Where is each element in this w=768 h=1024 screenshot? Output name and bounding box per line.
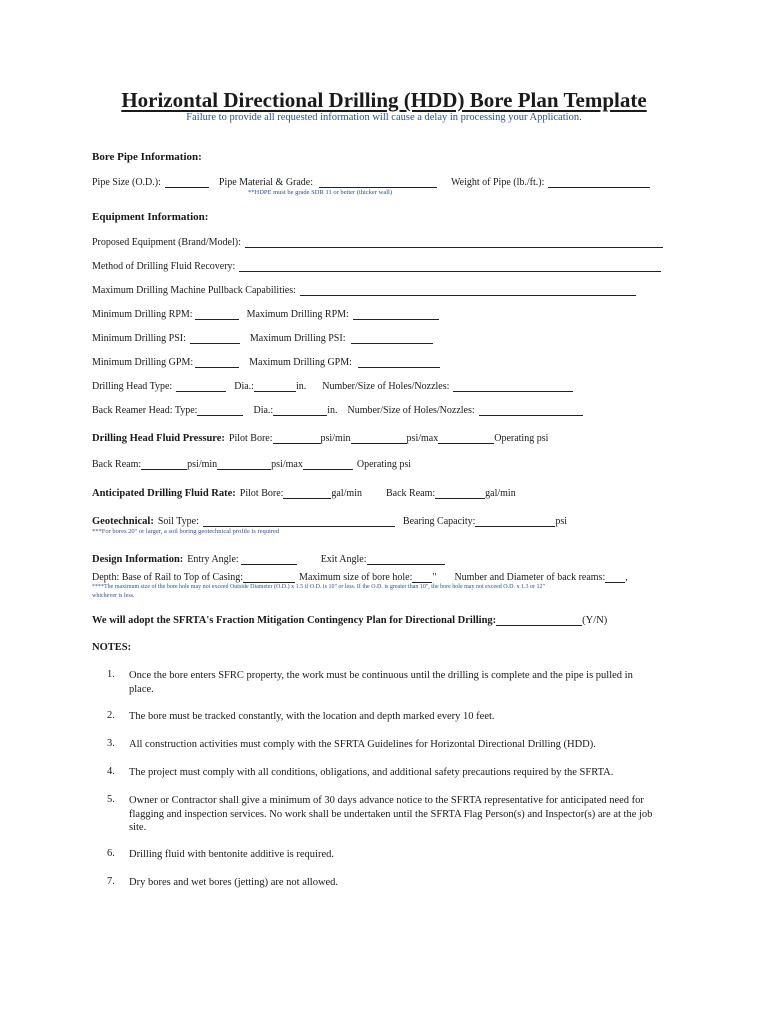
pipe-size-label: Pipe Size (O.D.):: [92, 177, 161, 188]
max-bore-quote: ": [432, 572, 437, 583]
fluid-pressure-row: [92, 432, 548, 444]
min-rpm-field[interactable]: [195, 308, 239, 320]
reamer-holes-field[interactable]: [479, 404, 583, 416]
depth-row: [92, 571, 628, 583]
reamer-holes-label: Number/Size of Holes/Nozzles:: [347, 405, 475, 416]
hdpe-note: **HDPE must be grade SDR 11 or better (thicker wall): [248, 189, 392, 196]
pipe-weight-field[interactable]: [548, 176, 650, 188]
proposed-equipment-field[interactable]: [245, 236, 663, 248]
fp-psi-min2-label: psi/min: [187, 459, 218, 470]
back-reams-field[interactable]: [605, 571, 625, 583]
back-reams-label: Number and Diameter of back reams:: [454, 572, 606, 583]
max-rpm-field[interactable]: [353, 308, 439, 320]
fp-operating-label: Operating psi: [494, 433, 549, 444]
note-5-text: Owner or Contractor shall give a minimum of 30 days advance notice to the SFRTA representative for anticipated need for flagging and inspection services. No work shall be undertaken until the SFRTA Flag Person(s) and Inspector(s) are at the job site.: [129, 795, 653, 833]
entry-angle-label: Entry Angle:: [187, 554, 239, 565]
max-psi-field[interactable]: [351, 332, 433, 344]
proposed-equipment-row: [92, 236, 663, 248]
adopt-yn-label: (Y/N): [582, 615, 608, 626]
pipe-material-field[interactable]: [319, 176, 437, 188]
head-type-field[interactable]: [176, 380, 226, 392]
reamer-type-field[interactable]: [197, 404, 243, 416]
fluid-rate-heading: Anticipated Drilling Fluid Rate:: [92, 488, 236, 499]
head-holes-field[interactable]: [453, 380, 573, 392]
soil-type-label: Soil Type:: [157, 516, 199, 527]
proposed-equipment-label: Proposed Equipment (Brand/Model):: [92, 237, 241, 248]
fp-pilot-bore-label: Pilot Bore:: [228, 433, 273, 444]
equipment-heading: Equipment Information:: [92, 211, 209, 223]
note-2-text: The bore must be tracked constantly, with the location and depth marked every 10 feet.: [129, 711, 495, 722]
bore-pipe-row: [92, 176, 650, 188]
rpm-row: [92, 308, 439, 320]
note-1-text: Once the bore enters SFRC property, the work must be continuous until the drilling is complete and the pipe is pulled in place.: [129, 670, 633, 695]
exit-angle-label: Exit Angle:: [320, 554, 367, 565]
note-3-text: All construction activities must comply with the SFRTA Guidelines for Horizontal Directional Drilling (HDD).: [129, 739, 596, 750]
note-1-number: 1.: [107, 669, 115, 680]
soil-type-field[interactable]: [203, 515, 395, 527]
fluid-recovery-field[interactable]: [239, 260, 661, 272]
bearing-label: Bearing Capacity:: [402, 516, 476, 527]
min-psi-field[interactable]: [190, 332, 240, 344]
fluid-recovery-label: Method of Drilling Fluid Recovery:: [92, 261, 236, 272]
drilling-head-row: [92, 380, 573, 392]
min-gpm-label: Minimum Drilling GPM:: [92, 357, 194, 368]
fp-psi-min-label: psi/min: [320, 433, 351, 444]
exit-angle-field[interactable]: [367, 553, 445, 565]
notes-heading: NOTES:: [92, 642, 132, 653]
fp-psi-max-label: psi/max: [406, 433, 439, 444]
fp-pilot-operating-field[interactable]: [438, 432, 494, 444]
adopt-row: [92, 614, 607, 626]
max-rpm-label: Maximum Drilling RPM:: [246, 309, 349, 320]
note-7-text: Dry bores and wet bores (jetting) are not allowed.: [129, 877, 339, 888]
gpm-row: [92, 356, 440, 368]
note-2-number: 2.: [107, 710, 115, 721]
pipe-size-field[interactable]: [165, 176, 209, 188]
bore-pipe-heading: Bore Pipe Information:: [92, 151, 202, 163]
min-gpm-field[interactable]: [195, 356, 239, 368]
pullback-row: [92, 284, 636, 296]
note-6-text: Drilling fluid with bentonite additive is required.: [129, 849, 335, 860]
head-in-label: in.: [295, 381, 307, 392]
note-3-number: 3.: [107, 738, 115, 749]
pipe-weight-label: Weight of Pipe (lb./ft.):: [451, 177, 545, 188]
fluid-rate-row: [92, 487, 516, 499]
back-ream-pressure-row: [92, 458, 411, 470]
max-bore-label: Maximum size of bore hole:: [299, 572, 413, 583]
fp-ream-min-field[interactable]: [141, 458, 187, 470]
fr-gal-min2-label: gal/min: [485, 488, 516, 499]
fp-operating2-label: Operating psi: [356, 459, 411, 470]
fluid-pressure-heading: Drilling Head Fluid Pressure:: [92, 433, 225, 444]
note-5-number: 5.: [107, 794, 115, 805]
fluid-recovery-row: [92, 260, 661, 272]
document-title: Horizontal Directional Drilling (HDD) Bore Plan Template: [121, 88, 647, 112]
head-type-label: Drilling Head Type:: [92, 381, 173, 392]
entry-angle-field[interactable]: [241, 553, 297, 565]
psi-row: [92, 332, 433, 344]
pullback-label: Maximum Drilling Machine Pullback Capabilities:: [92, 285, 296, 296]
head-dia-label: Dia.:: [234, 381, 254, 392]
back-reamer-row: [92, 404, 583, 416]
fp-pilot-max-field[interactable]: [351, 432, 407, 444]
note-6-number: 6.: [107, 848, 115, 859]
reamer-dia-label: Dia.:: [253, 405, 274, 416]
fr-ream-field[interactable]: [435, 487, 485, 499]
max-psi-label: Maximum Drilling PSI:: [249, 333, 346, 344]
fr-pilot-bore-label: Pilot Bore:: [239, 488, 284, 499]
design-row: [92, 553, 445, 565]
reamer-in-label: in.: [327, 405, 338, 416]
bearing-psi-label: psi: [555, 516, 568, 527]
adopt-statement: We will adopt the SFRTA's Fraction Mitigation Contingency Plan for Directional Drilling:: [92, 615, 497, 626]
pipe-material-label: Pipe Material & Grade:: [218, 177, 314, 188]
reamer-type-label: Back Reamer Head: Type:: [92, 405, 198, 416]
adopt-yn-field[interactable]: [496, 614, 582, 626]
min-rpm-label: Minimum Drilling RPM:: [92, 309, 193, 320]
note-4-text: The project must comply with all conditions, obligations, and additional safety precautions required by the SFRTA.: [129, 767, 614, 778]
fp-ream-operating-field[interactable]: [303, 458, 353, 470]
bore-size-note-line1: ****The maximum size of the bore hole may not exceed Outside Diameter (O.D.) x 1.5 if O.D. is 10" or less. If the O.D. is greater than 10", the bore hole may not exceed O.D. x 1.3 or 12": [92, 584, 545, 590]
max-gpm-label: Maximum Drilling GPM:: [249, 357, 352, 368]
geotech-note: ***For bores 20" or larger, a soil boring geotechnical profile is required: [92, 528, 280, 535]
fp-psi-max2-label: psi/max: [271, 459, 303, 470]
depth-label: Depth: Base of Rail to Top of Casing:: [92, 572, 244, 583]
max-gpm-field[interactable]: [358, 356, 440, 368]
head-dia-field[interactable]: [254, 380, 296, 392]
bearing-field[interactable]: [475, 515, 555, 527]
note-7-number: 7.: [107, 876, 115, 887]
document-subtitle: Failure to provide all requested information will cause a delay in processing your Application.: [186, 112, 582, 123]
pullback-field[interactable]: [300, 284, 636, 296]
head-holes-label: Number/Size of Holes/Nozzles:: [322, 381, 450, 392]
back-reams-comma: ,: [625, 572, 628, 583]
reamer-dia-field[interactable]: [273, 404, 327, 416]
depth-field[interactable]: [243, 571, 295, 583]
geotech-row: [92, 515, 567, 527]
fp-back-ream-label: Back Ream:: [92, 459, 142, 470]
fp-ream-max-field[interactable]: [217, 458, 271, 470]
design-heading: Design Information:: [92, 554, 184, 565]
fr-pilot-field[interactable]: [283, 487, 331, 499]
geotech-heading: Geotechnical:: [92, 516, 154, 527]
note-4-number: 4.: [107, 766, 115, 777]
fr-gal-min-label: gal/min: [331, 488, 362, 499]
bore-size-note-line2: whichever is less.: [92, 593, 135, 599]
min-psi-label: Minimum Drilling PSI:: [92, 333, 186, 344]
max-bore-field[interactable]: [412, 571, 432, 583]
fp-pilot-min-field[interactable]: [273, 432, 321, 444]
fr-back-ream-label: Back Ream:: [385, 488, 436, 499]
